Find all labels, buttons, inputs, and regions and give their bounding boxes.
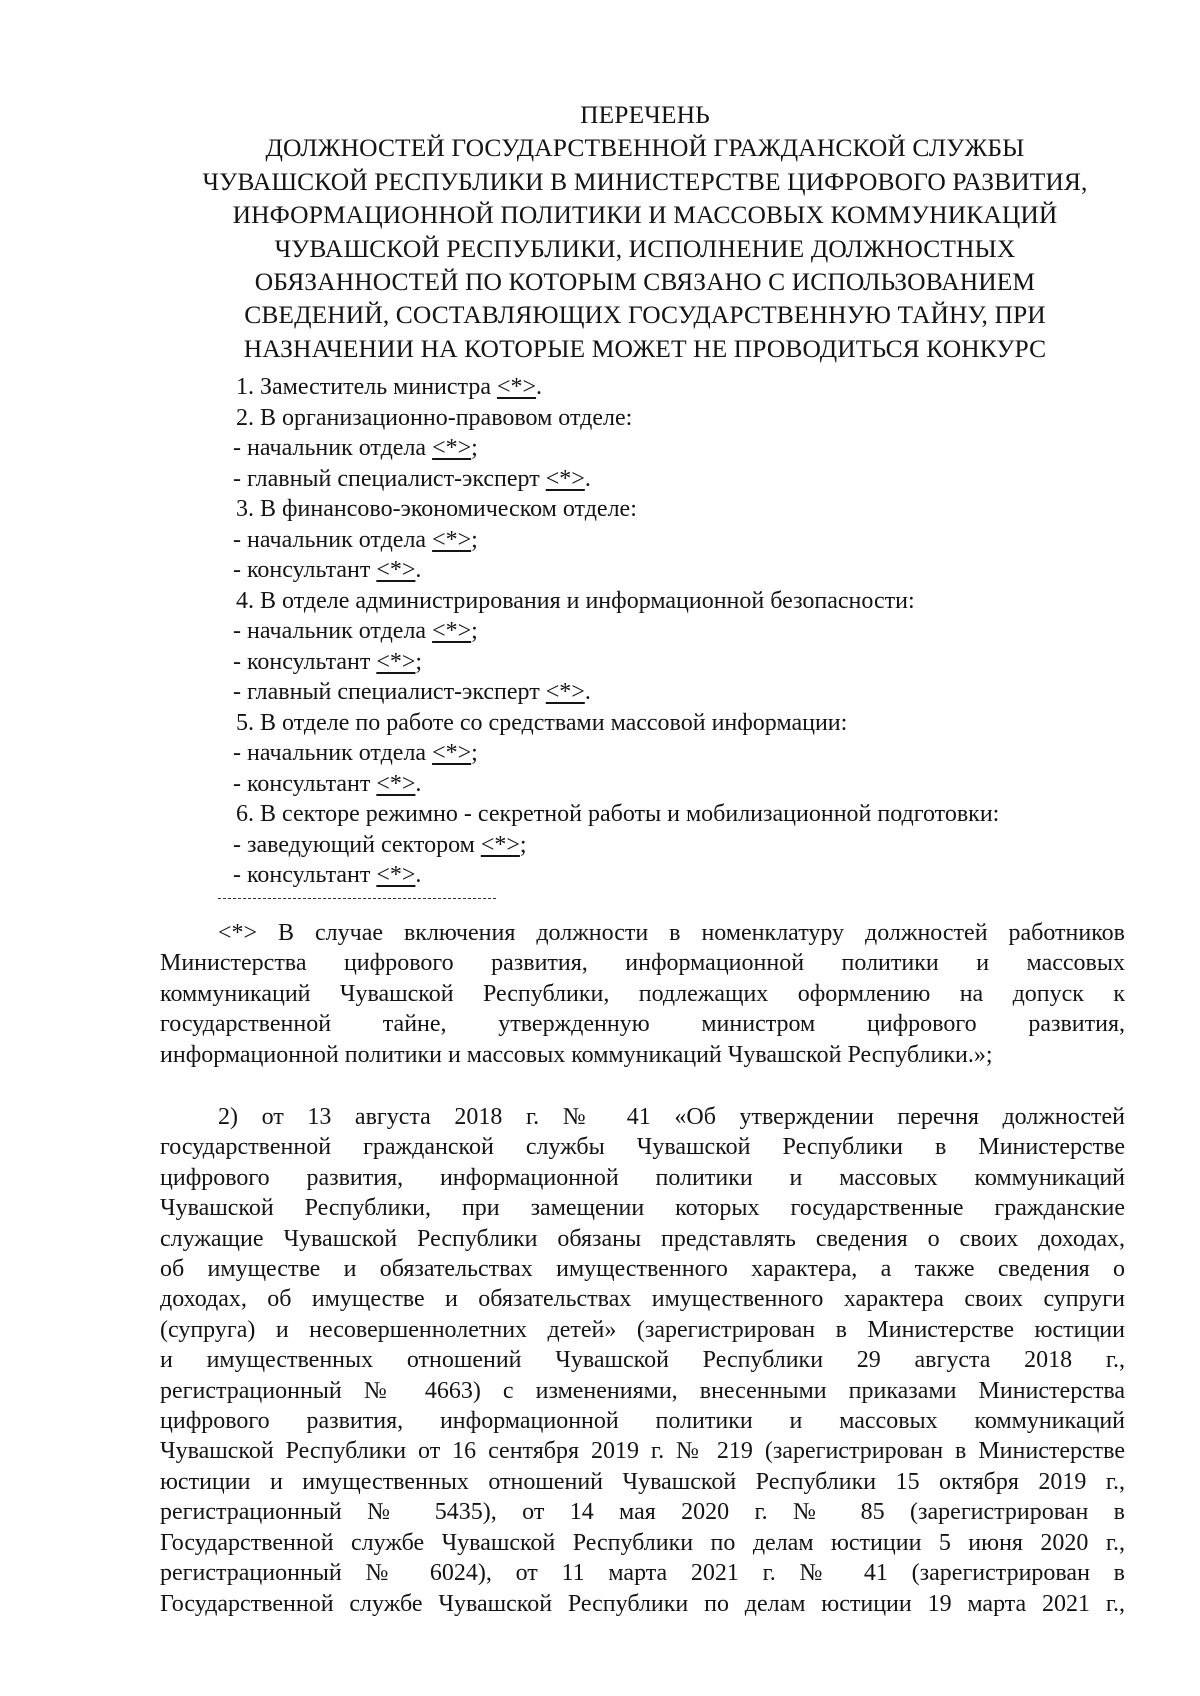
document-title [160, 98, 1130, 365]
text-line: Чувашской Республики, при замещении которых государственные гражданские [160, 1195, 1125, 1222]
text-line: юстиции и имущественных отношений Чувашской Республики 15 октября 2019 г., [160, 1468, 1125, 1495]
list-item-punctuation: ; [471, 526, 478, 553]
footnote-reference-link[interactable]: <*> [496, 374, 537, 400]
footnote-reference-link[interactable]: <*> [432, 435, 472, 461]
list-item-text: - начальник отдела [233, 740, 433, 766]
footnote-reference-link[interactable]: <*> [545, 465, 585, 492]
list-item-text: - консультант [233, 770, 377, 797]
title-line: ДОЛЖНОСТЕЙ ГОСУДАРСТВЕННОЙ ГРАЖДАНСКОЙ СЛУЖБЫ [265, 133, 1025, 163]
footnote-reference-link[interactable]: <*> [480, 831, 520, 858]
list-item [233, 464, 1133, 495]
list-item [233, 525, 1133, 556]
list-item-punctuation: . [536, 374, 543, 400]
list-item-punctuation: ; [519, 831, 527, 858]
list-item-text: - консультант [233, 862, 377, 888]
text-line: (супруга) и несовершеннолетних детей» (зарегистрирован в Министерстве юстиции [160, 1316, 1125, 1343]
footnote-divider [218, 898, 496, 899]
text-line: 2) от 13 августа 2018 г. № 41 «Об утверждении перечня должностей [218, 1104, 1125, 1130]
text-line: государственной гражданской службы Чувашской Республики в Министерстве [160, 1134, 1125, 1161]
text-line: регистрационный № 6024), от 11 марта 2021 г. № 41 (зарегистрирован в [160, 1560, 1125, 1587]
list-section-heading [233, 586, 1133, 617]
list-item-punctuation: . [584, 679, 591, 705]
list-section-heading [233, 372, 1133, 403]
positions-list [233, 372, 1133, 891]
title-line: ОБЯЗАННОСТЕЙ ПО КОТОРЫМ СВЯЗАНО С ИСПОЛЬЗОВАНИЕМ [254, 267, 1036, 297]
text-line: и имущественных отношений Чувашской Республики 29 августа 2018 г., [160, 1347, 1125, 1374]
list-item-text: 2. В организационно-правовом отделе: [236, 404, 633, 431]
list-item-text: 5. В отделе по работе со средствами массовой информации: [236, 709, 848, 736]
list-item-text: - начальник отдела [233, 618, 433, 644]
text-line: государственной тайне, утвержденную министром цифрового развития, [160, 1011, 1125, 1038]
list-section-heading [233, 708, 1133, 739]
list-item-text: 4. В отделе администрирования и информационной безопасности: [236, 587, 915, 614]
text-line: Государственной службе Чувашской Республики по делам юстиции 19 марта 2021 г., [160, 1590, 1125, 1617]
text-line: цифрового развития, информационной политики и массовых коммуникаций [160, 1408, 1125, 1435]
list-section-heading [233, 494, 1133, 525]
text-line: Министерства цифрового развития, информационной политики и массовых [160, 950, 1125, 977]
list-item [233, 433, 1133, 464]
text-line: Государственной службе Чувашской Республики по делам юстиции 5 июня 2020 г., [160, 1529, 1125, 1556]
list-item-text: 6. В секторе режимно - секретной работы и мобилизационной подготовки: [236, 801, 1000, 827]
list-item-text: - начальник отдела [233, 435, 433, 461]
footnote-reference-link[interactable]: <*> [432, 526, 472, 553]
list-item [233, 860, 1133, 891]
title-line: ЧУВАШСКОЙ РЕСПУБЛИКИ, ИСПОЛНЕНИЕ ДОЛЖНОСТНЫХ [274, 233, 1016, 263]
text-line: об имуществе и обязательствах имущественного характера, а также сведения о [160, 1256, 1125, 1283]
list-item [233, 677, 1133, 708]
paragraph-2 [160, 1102, 1125, 1619]
list-item-text: - консультант [233, 648, 377, 675]
footnote-reference-link[interactable]: <*> [545, 679, 585, 705]
list-item-punctuation: . [415, 770, 422, 797]
text-line: регистрационный № 4663) с изменениями, внесенными приказами Министерства [160, 1377, 1125, 1404]
list-item-text: - консультант [233, 557, 377, 583]
list-item [233, 830, 1133, 861]
list-item-punctuation: . [415, 862, 422, 888]
title-line: ИНФОРМАЦИОННОЙ ПОЛИТИКИ И МАССОВЫХ КОММУНИКАЦИЙ [232, 200, 1058, 230]
title-line: СВЕДЕНИЙ, СОСТАВЛЯЮЩИХ ГОСУДАРСТВЕННУЮ ТАЙНУ, ПРИ [244, 300, 1046, 330]
list-section-heading [233, 403, 1133, 434]
text-line: цифрового развития, информационной политики и массовых коммуникаций [160, 1164, 1125, 1191]
footnote-reference-link[interactable]: <*> [432, 740, 472, 766]
list-item-punctuation: ; [415, 648, 423, 675]
text-line: регистрационный № 5435), от 14 мая 2020 г. № 85 (зарегистрирован в [160, 1499, 1125, 1526]
text-line: доходах, об имуществе и обязательствах имущественного характера своих супруги [160, 1286, 1125, 1313]
list-item-punctuation: ; [471, 435, 478, 461]
title-heading: ПЕРЕЧЕНЬ [580, 100, 710, 129]
footnote-reference-link[interactable]: <*> [376, 770, 416, 797]
text-line: служащие Чувашской Республики обязаны представлять сведения о своих доходах, [160, 1225, 1125, 1252]
footnote-reference-link[interactable]: <*> [376, 862, 416, 888]
list-item-text: - главный специалист-эксперт [233, 465, 546, 492]
footnote-reference-link[interactable]: <*> [376, 557, 416, 583]
text-line: Чувашской Республики от 16 сентября 2019 г. № 219 (зарегистрирован в Министерстве [160, 1438, 1125, 1465]
list-item-text: 1. Заместитель министра [236, 374, 497, 400]
title-line: НАЗНАЧЕНИИ НА КОТОРЫЕ МОЖЕТ НЕ ПРОВОДИТЬСЯ КОНКУРС [243, 333, 1047, 363]
list-item [233, 647, 1133, 678]
list-item-punctuation: ; [471, 618, 478, 644]
footnote [160, 918, 1125, 1070]
footnote-reference-link[interactable]: <*> [376, 648, 416, 675]
text-line: информационной политики и массовых коммуникаций Чувашской Республики.»; [160, 1041, 993, 1068]
list-section-heading [233, 799, 1133, 830]
list-item-text: - заведующий сектором [233, 831, 481, 858]
list-item-punctuation: ; [471, 740, 478, 766]
list-item [233, 738, 1133, 769]
list-item-text: 3. В финансово-экономическом отделе: [236, 496, 637, 522]
list-item [233, 769, 1133, 800]
title-line: ЧУВАШСКОЙ РЕСПУБЛИКИ В МИНИСТЕРСТВЕ ЦИФРОВОГО РАЗВИТИЯ, [202, 166, 1088, 196]
list-item-punctuation: . [415, 557, 422, 583]
list-item-text: - главный специалист-эксперт [233, 679, 546, 705]
list-item [233, 616, 1133, 647]
list-item [233, 555, 1133, 586]
text-line: <*> В случае включения должности в номенклатуру должностей работников [218, 920, 1125, 946]
list-item-text: - начальник отдела [233, 526, 433, 553]
list-item-punctuation: . [584, 465, 591, 492]
footnote-reference-link[interactable]: <*> [432, 618, 472, 644]
text-line: коммуникаций Чувашской Республики, подлежащих оформлению на допуск к [160, 980, 1125, 1007]
